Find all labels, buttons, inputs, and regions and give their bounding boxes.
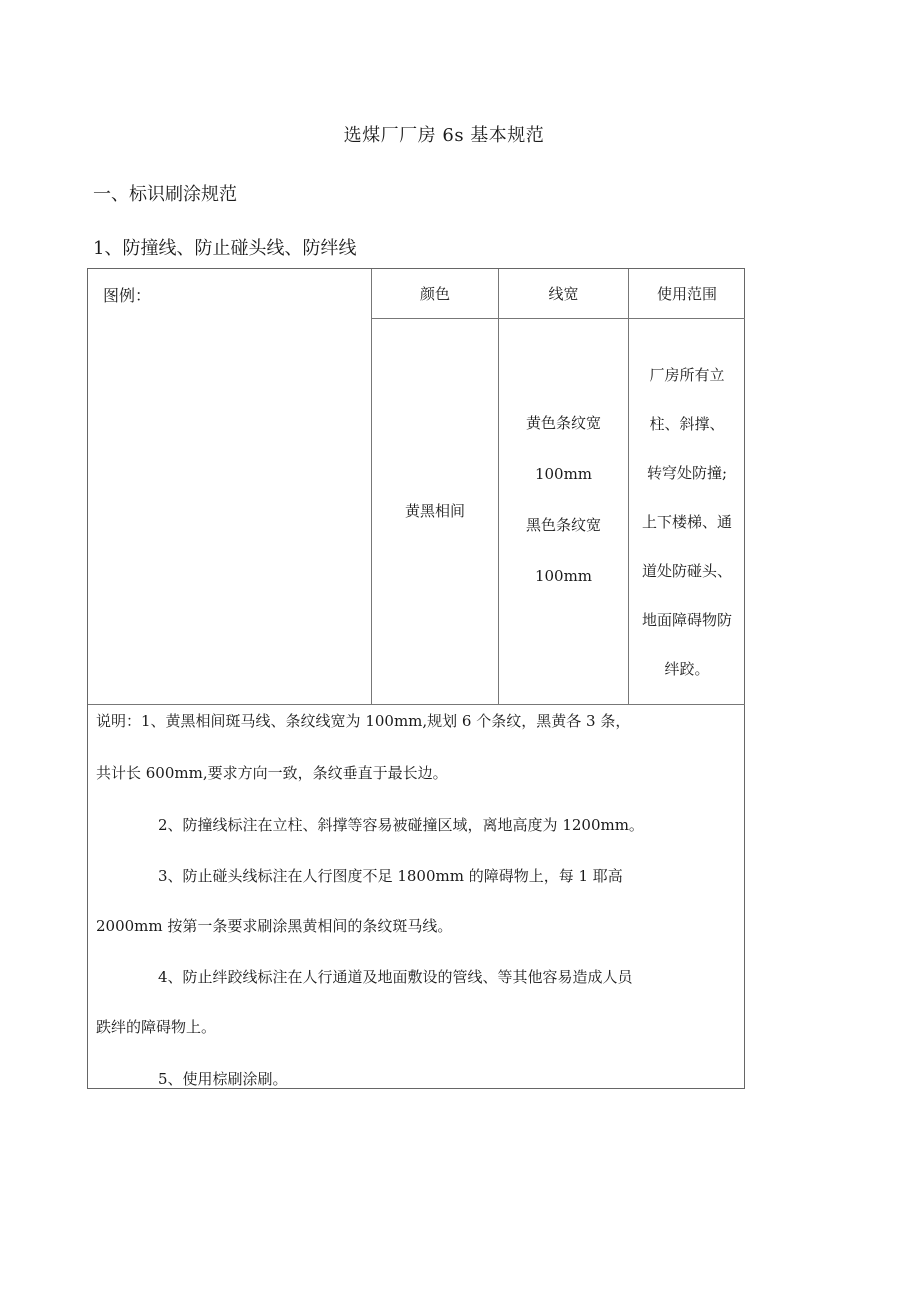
sub-heading: 1、防撞线、防止碰头线、防绊线: [93, 238, 357, 259]
line-width-text: 100mm: [534, 567, 593, 585]
usage-scope-text: 道处防碰头、: [641, 562, 732, 580]
usage-scope-text: 柱、斜撑、: [649, 415, 725, 433]
usage-scope-text: 转穹处防撞;: [646, 464, 728, 482]
note-line: 共计长 600mm,要求方向一致，条纹垂直于最长边。: [96, 764, 448, 782]
header-line-width: 线宽: [548, 285, 579, 303]
note-line: 说明：1、黄黑相间斑马线、条纹线宽为 100mm,规划 6 个条纹，黑黄各 3 条，: [96, 712, 631, 730]
note-line: 2、防撞线标注在立柱、斜撑等容易被碰撞区域，离地高度为 1200mm。: [158, 816, 644, 834]
usage-scope-text: 厂房所有立: [649, 366, 725, 384]
line-width-text: 黄色条纹宽: [525, 414, 601, 432]
line-width-text: 黑色条纹宽: [525, 516, 601, 534]
table-divider: [371, 318, 745, 319]
note-line: 4、防止绊跤线标注在人行通道及地面敷设的管线、等其他容易造成人员: [158, 968, 633, 986]
usage-scope-cell: [629, 365, 745, 708]
document-title: 选煤厂厂房 6s 基本规范: [343, 125, 545, 146]
header-usage-scope: 使用范围: [656, 285, 717, 303]
section-heading: 一、标识刷涂规范: [93, 184, 237, 205]
spec-table: [87, 268, 745, 1089]
color-value: 黄黑相间: [404, 502, 465, 520]
note-line: 3、防止碰头线标注在人行图度不足 1800mm 的障碍物上，每 1 耶高: [158, 867, 623, 885]
table-divider: [371, 269, 372, 704]
note-line: 5、使用棕刷涂刷。: [158, 1070, 288, 1088]
legend-label: 图例：: [103, 286, 152, 305]
usage-scope-text: 绊跤。: [664, 660, 710, 678]
note-line: 跌绊的障碍物上。: [96, 1018, 217, 1036]
line-width-text: 100mm: [534, 465, 593, 483]
usage-scope-text: 上下楼梯、通: [641, 513, 732, 531]
header-color: 颜色: [419, 285, 450, 303]
line-width-cell: [499, 413, 628, 617]
note-line: 2000mm 按第一条要求刷涂黑黄相间的条纹斑马线。: [96, 917, 453, 935]
usage-scope-text: 地面障碍物防: [641, 611, 732, 629]
